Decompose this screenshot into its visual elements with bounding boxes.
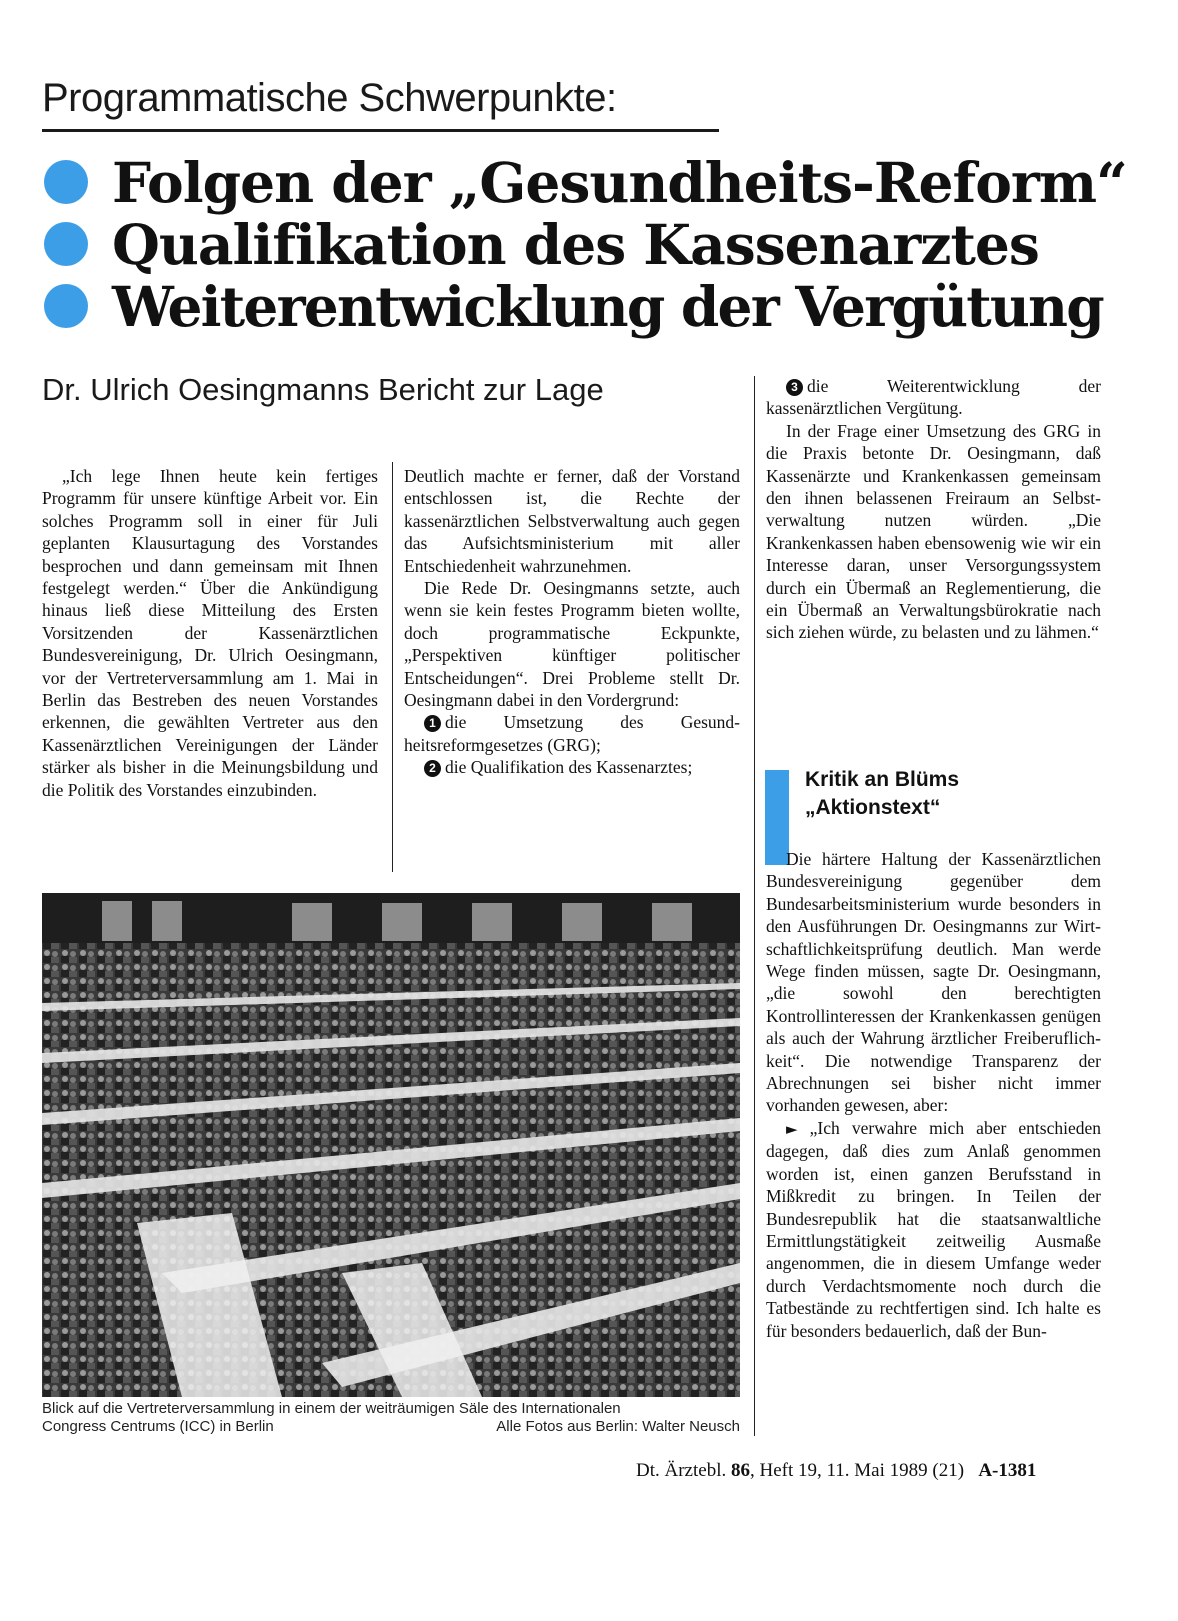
- footer-citation: [636, 1460, 1036, 1482]
- col3-item-3-text: die Weiterentwicklung der kassenärztlichen Vergütung.: [766, 376, 1101, 419]
- col2-item-1-text: die Umsetzung des Gesundheitsreformgesetzes (GRG);: [404, 712, 740, 755]
- number-3-icon: 3: [786, 379, 803, 396]
- volume-number: 86: [730, 1460, 750, 1481]
- headline-1: [44, 150, 1127, 214]
- col3-paragraph-3-text: „Ich verwahre mich aber entschieden dagegen, daß dies zum Anlaß genommen worden ist, einen ganzen Berufsstand in Mißkredit zu bringen. In Teilen der Bundesrepublik hat die staatsanwaltliche Ermittlungstätigkeit zeitweilig Ausmaße angenommen, die in diesem Umfange weder durch Verdachtsmomente noch durch die Tatbestände zu rechtfertigen sind. Ich halte es für besonders bedauerlich, daß der Bun-: [766, 1117, 1101, 1341]
- headline-1-text: Folgen der „Gesundheits-Reform“: [112, 149, 1127, 215]
- bullet-dot-icon: [44, 284, 88, 328]
- journal-name: Dt. Ärztebl.: [636, 1460, 727, 1481]
- headline-2: [44, 212, 1039, 276]
- number-2-icon: 2: [424, 760, 441, 777]
- caption-line-1: Blick auf die Vertreterversammlung in einem der weiträumigen Säle des Internationalen: [42, 1400, 621, 1417]
- col2-paragraph-2: Die Rede Dr. Oesingmanns setzte, auch wenn sie kein festes Programm bieten wollte, doch programmatische Eckpunkte, „Perspektiven künftiger politischer Entscheidungen“. Drei Probleme stellt Dr. Oesingmann dabei in den Vordergrund:: [404, 578, 740, 711]
- arrow-right-icon: ►: [786, 1119, 798, 1138]
- caption-line-2: Congress Centrums (ICC) in Berlin: [42, 1418, 274, 1435]
- photo-credit: Alle Fotos aus Berlin: Walter Neusch: [496, 1418, 740, 1435]
- issue-info: , Heft 19, 11. Mai 1989 (21): [749, 1460, 965, 1481]
- column-3-bottom: [766, 848, 1101, 1342]
- page-number: A-1381: [978, 1460, 1037, 1481]
- col3-item-3: [766, 375, 1101, 420]
- col2-item-2-text: die Qualifikation des Kassenarztes;: [445, 757, 693, 778]
- conference-hall-image: [42, 893, 740, 1397]
- column-divider: [392, 462, 393, 872]
- column-3-top: [766, 375, 1101, 644]
- headline-3-text: Weiterentwicklung der Vergütung: [112, 273, 1103, 339]
- bullet-dot-icon: [44, 160, 88, 204]
- col1-paragraph: „Ich lege Ihnen heute kein fertiges Programm für unsere künftige Arbeit vor. Ein solches Programm soll in einer für Juli geplanten Klausurtagung des Vorstandes besprochen und dann gemeinsam mit Ihnen festgelegt werden.“ Über die Ankündigung hinaus ließ diese Mitteilung des Ersten Vorsitzenden der Kassenärztlichen Bundesvereinigung, Dr. Ulrich Oesingmann, vor der Vertreterversammlung am 1. Mai in Berlin das Bestreben des neuen Vorstandes erkennen, die gewählten Vertreter aus den Kassenärztlichen Vereinigungen der Länder stärker als bisher in die Meinungsbildung und die Politik des Vorstandes einzubinden.: [42, 466, 378, 800]
- col2-item-1: [404, 711, 740, 756]
- column-2: [404, 465, 740, 779]
- col2-paragraph-1: Deutlich machte er ferner, daß der Vorstand entschlossen ist, die Rechte der kassenärztlichen Selbstverwaltung auch gegen das Aufsichtsministerium mit aller Entschiedenheit wahrzunehmen.: [404, 466, 740, 576]
- column-divider: [754, 376, 755, 1436]
- kicker-rule: [42, 129, 719, 132]
- col2-item-2: [404, 756, 740, 778]
- subhead: Dr. Ulrich Oesingmanns Bericht zur Lage: [42, 372, 604, 407]
- headline-2-text: Qualifikation des Kassenarztes: [112, 211, 1039, 277]
- kicker: Programmatische Schwerpunkte:: [42, 76, 617, 120]
- col3-paragraph-2: Die härtere Haltung der Kassenärztlichen Bundesvereinigung gegenüber dem Bundesarbeitsministerium wurde besonders in den Ausführungen Dr. Oesingmanns zur Wirtschaftlichkeitsprüfung deutlich. Man werde Wege finden müssen, sagte Dr. Oesingmann, „die sowohl den berechtigten Kontrollinteressen der Krankenkassen genügen als auch der Wahrung ärztlicher Freiberuflichkeit“. Die notwendige Transparenz der Abrechnungen sei bisher nicht immer vorhanden gewesen, aber:: [766, 849, 1101, 1116]
- bullet-dot-icon: [44, 222, 88, 266]
- conference-photo: [42, 893, 740, 1397]
- section-heading-line-1: Kritik an Blüms: [805, 768, 960, 791]
- col3-paragraph-1: In der Frage einer Umsetzung des GRG in die Praxis betonte Dr. Oesingmann, daß Kassenärzte und Krankenkassen gemeinsam den ihnen belassenen Freiraum an Selbstverwaltung nutzen würden. „Die Krankenkassen haben ebensowenig wie wir ein Interesse daran, unser Versorgungssystem durch ein Übermaß an Reglementierung, die ein Übermaß an Verwaltungsbürokratie nach sich ziehen würde, zu belasten und zu lähmen.“: [766, 420, 1101, 643]
- column-1: [42, 465, 378, 801]
- photo-caption: [42, 1400, 740, 1436]
- col3-paragraph-3: [766, 1117, 1101, 1342]
- number-1-icon: 1: [424, 715, 441, 732]
- section-heading-line-2: „Aktionstext“: [805, 796, 941, 819]
- section-heading: [805, 766, 959, 822]
- headline-3: [44, 274, 1103, 338]
